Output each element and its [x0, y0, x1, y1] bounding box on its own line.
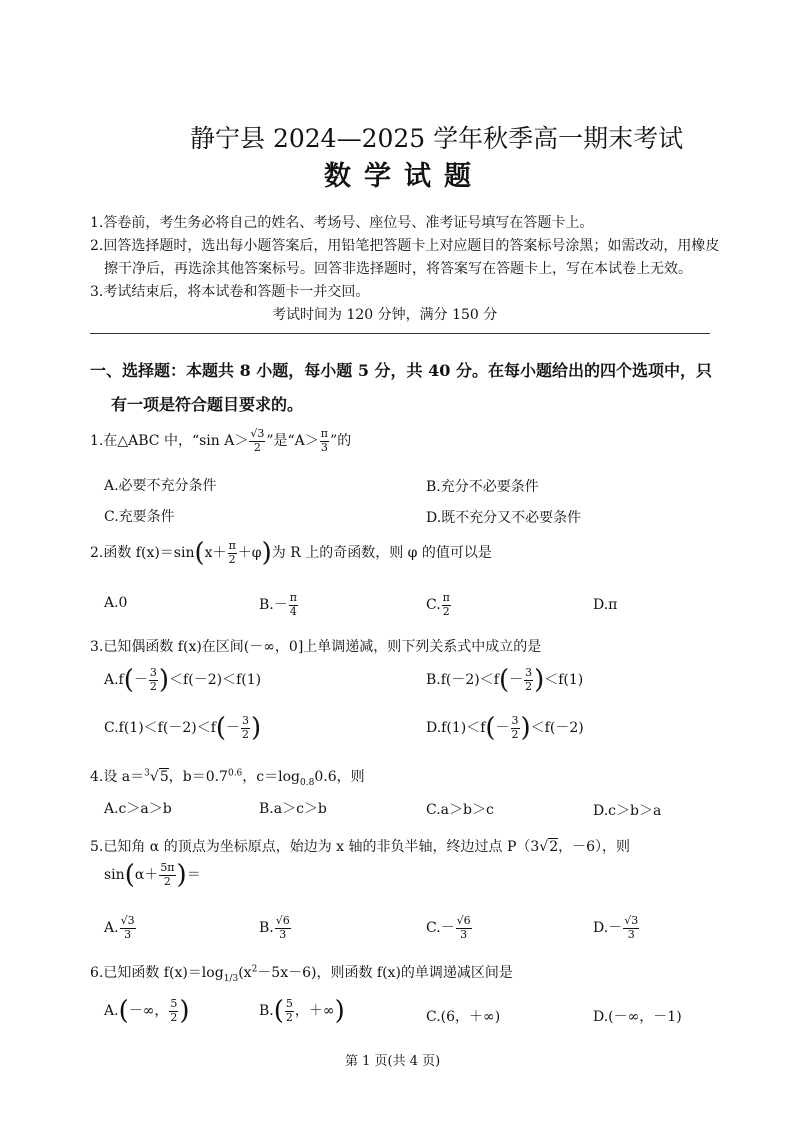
- q5-option-d[interactable]: D.－ $\frac{√3}{3}$: [593, 914, 639, 941]
- fraction: $\frac{√6}{3}$: [275, 914, 290, 941]
- question-4-stem: 4.设 a＝$^3$√5，$b=0.7^{0.6}$，$c=\log_{0.8}0.6$，则: [90, 768, 365, 788]
- q1-option-c[interactable]: C.充要条件: [104, 509, 175, 525]
- fraction: $\frac{3}{2}$: [511, 714, 519, 741]
- q2-option-a[interactable]: A.0: [104, 595, 128, 611]
- fraction: $\frac{5}{2}$: [170, 997, 178, 1024]
- q2-option-d[interactable]: D.π: [593, 597, 618, 613]
- q2-option-c[interactable]: C. $\frac{\pi}{2}$: [426, 591, 450, 618]
- note-3: 3.考试结束后，将本试卷和答题卡一并交回。: [90, 284, 370, 300]
- fraction: $\frac{\pi}{2}$: [442, 591, 450, 618]
- q1-option-d[interactable]: D.既不充分又不必要条件: [426, 510, 582, 526]
- exam-info: 考试时间为 120 分钟，满分 150 分: [272, 307, 498, 323]
- q1-option-a[interactable]: A.必要不充分条件: [104, 478, 217, 494]
- question-5-stem: 5.已知角 α 的顶点为坐标原点，始边为 x 轴的非负半轴，终边过点 P（3√2，－6），则: [90, 839, 631, 855]
- q3-option-a[interactable]: A.f(－ $\frac{3}{2}$ )＜f(－2)＜f(1): [104, 665, 262, 696]
- note-1: 1.答卷前，考生务必将自己的姓名、考场号、座位号、准考证号填写在答题卡上。: [90, 215, 594, 231]
- fraction: $\frac{3}{2}$: [242, 714, 250, 741]
- q1-option-b[interactable]: B.充分不必要条件: [426, 479, 539, 495]
- fraction: $\frac{√3}{3}$: [120, 914, 135, 941]
- q2-option-b[interactable]: B.－ $\frac{\pi}{4}$: [259, 591, 297, 618]
- q4-option-c[interactable]: C.a＞b＞c: [426, 802, 494, 818]
- fraction: $\frac{5}{2}$: [285, 997, 293, 1024]
- q6-option-b[interactable]: B.( $\frac{5}{2}$ ，＋∞): [259, 996, 345, 1027]
- fraction: $\frac{3}{2}$: [149, 666, 157, 693]
- note-2: 2.回答选择题时，选出每小题答案后，用铅笔把答题卡上对应题目的答案标号涂黑；如需改动，用橡皮: [90, 238, 720, 254]
- fraction: $\frac{\pi}{4}$: [289, 591, 297, 618]
- q5-option-b[interactable]: B. $\frac{√6}{3}$: [259, 914, 290, 941]
- q5-option-c[interactable]: C.－ $\frac{√6}{3}$: [426, 914, 471, 941]
- q3-option-d[interactable]: D.f(1)＜f(－ $\frac{3}{2}$ )＜f(－2): [426, 713, 584, 744]
- fraction: $\frac{√3}{3}$: [624, 914, 639, 941]
- q6-option-c[interactable]: C.(6，＋∞): [426, 1009, 501, 1025]
- q5-option-a[interactable]: A. $\frac{√3}{3}$: [104, 914, 135, 941]
- q4-option-b[interactable]: B.a＞c＞b: [259, 801, 327, 817]
- q6-option-a[interactable]: A.(－∞， $\frac{5}{2}$ ): [104, 996, 190, 1027]
- q3-option-c[interactable]: C.f(1)＜f(－2)＜f(－ $\frac{3}{2}$ ): [104, 713, 262, 744]
- question-5-expr: sin(α＋ $\frac{5\pi}{2}$ )＝: [104, 860, 201, 891]
- q4-option-a[interactable]: A.c＞a＞b: [104, 801, 172, 817]
- fraction: $\frac{\pi}{2}$: [228, 539, 236, 566]
- fraction: $\frac{\pi}{3}$: [320, 427, 329, 454]
- section-heading-cont: 有一项是符合题目要求的。: [111, 395, 304, 414]
- fraction: $\frac{3}{2}$: [525, 666, 533, 693]
- q4-option-d[interactable]: D.c＞b＞a: [593, 803, 662, 819]
- question-2-stem: 2.函数 f(x)＝sin(x＋ $\frac{\pi}{2}$ ＋φ)为 R 上的奇函数，则 φ 的值可以是: [90, 538, 492, 569]
- divider: [90, 333, 710, 334]
- section-heading: 一、选择题：本题共 8 小题，每小题 5 分，共 40 分。在每小题给出的四个选项中，只: [90, 361, 712, 380]
- paper-subtitle: 数学试题: [324, 161, 484, 192]
- question-1-stem: 1.在△ABC 中，“sin A＞ $\frac{√3}{2}$ ”是“A＞ $\frac{\pi}{3}$ ”的: [90, 427, 352, 454]
- question-3-stem: 3.已知偶函数 f(x)在区间(－∞，0]上单调递减，则下列关系式中成立的是: [90, 639, 542, 655]
- fraction: $\frac{5\pi}{2}$: [160, 861, 175, 888]
- fraction: $\frac{√3}{2}$: [250, 427, 265, 454]
- page-footer: 第 1 页(共 4 页): [345, 1054, 441, 1069]
- exam-title: 静宁县 2024—2025 学年秋季高一期末考试: [190, 124, 684, 153]
- q3-option-b[interactable]: B.f(－2)＜f(－ $\frac{3}{2}$ )＜f(1): [426, 665, 584, 696]
- fraction: $\frac{√6}{3}$: [456, 914, 471, 941]
- q6-option-d[interactable]: D.(－∞，－1): [593, 1009, 682, 1025]
- question-6-stem: 6.已知函数 $f(x)=\log_{1/3}(x^2-5x-6)$，则函数 f(x)的单调递减区间是: [90, 964, 513, 984]
- note-2-cont: 擦干净后，再选涂其他答案标号。回答非选择题时，将答案写在答题卡上，写在本试卷上无效。: [104, 261, 692, 277]
